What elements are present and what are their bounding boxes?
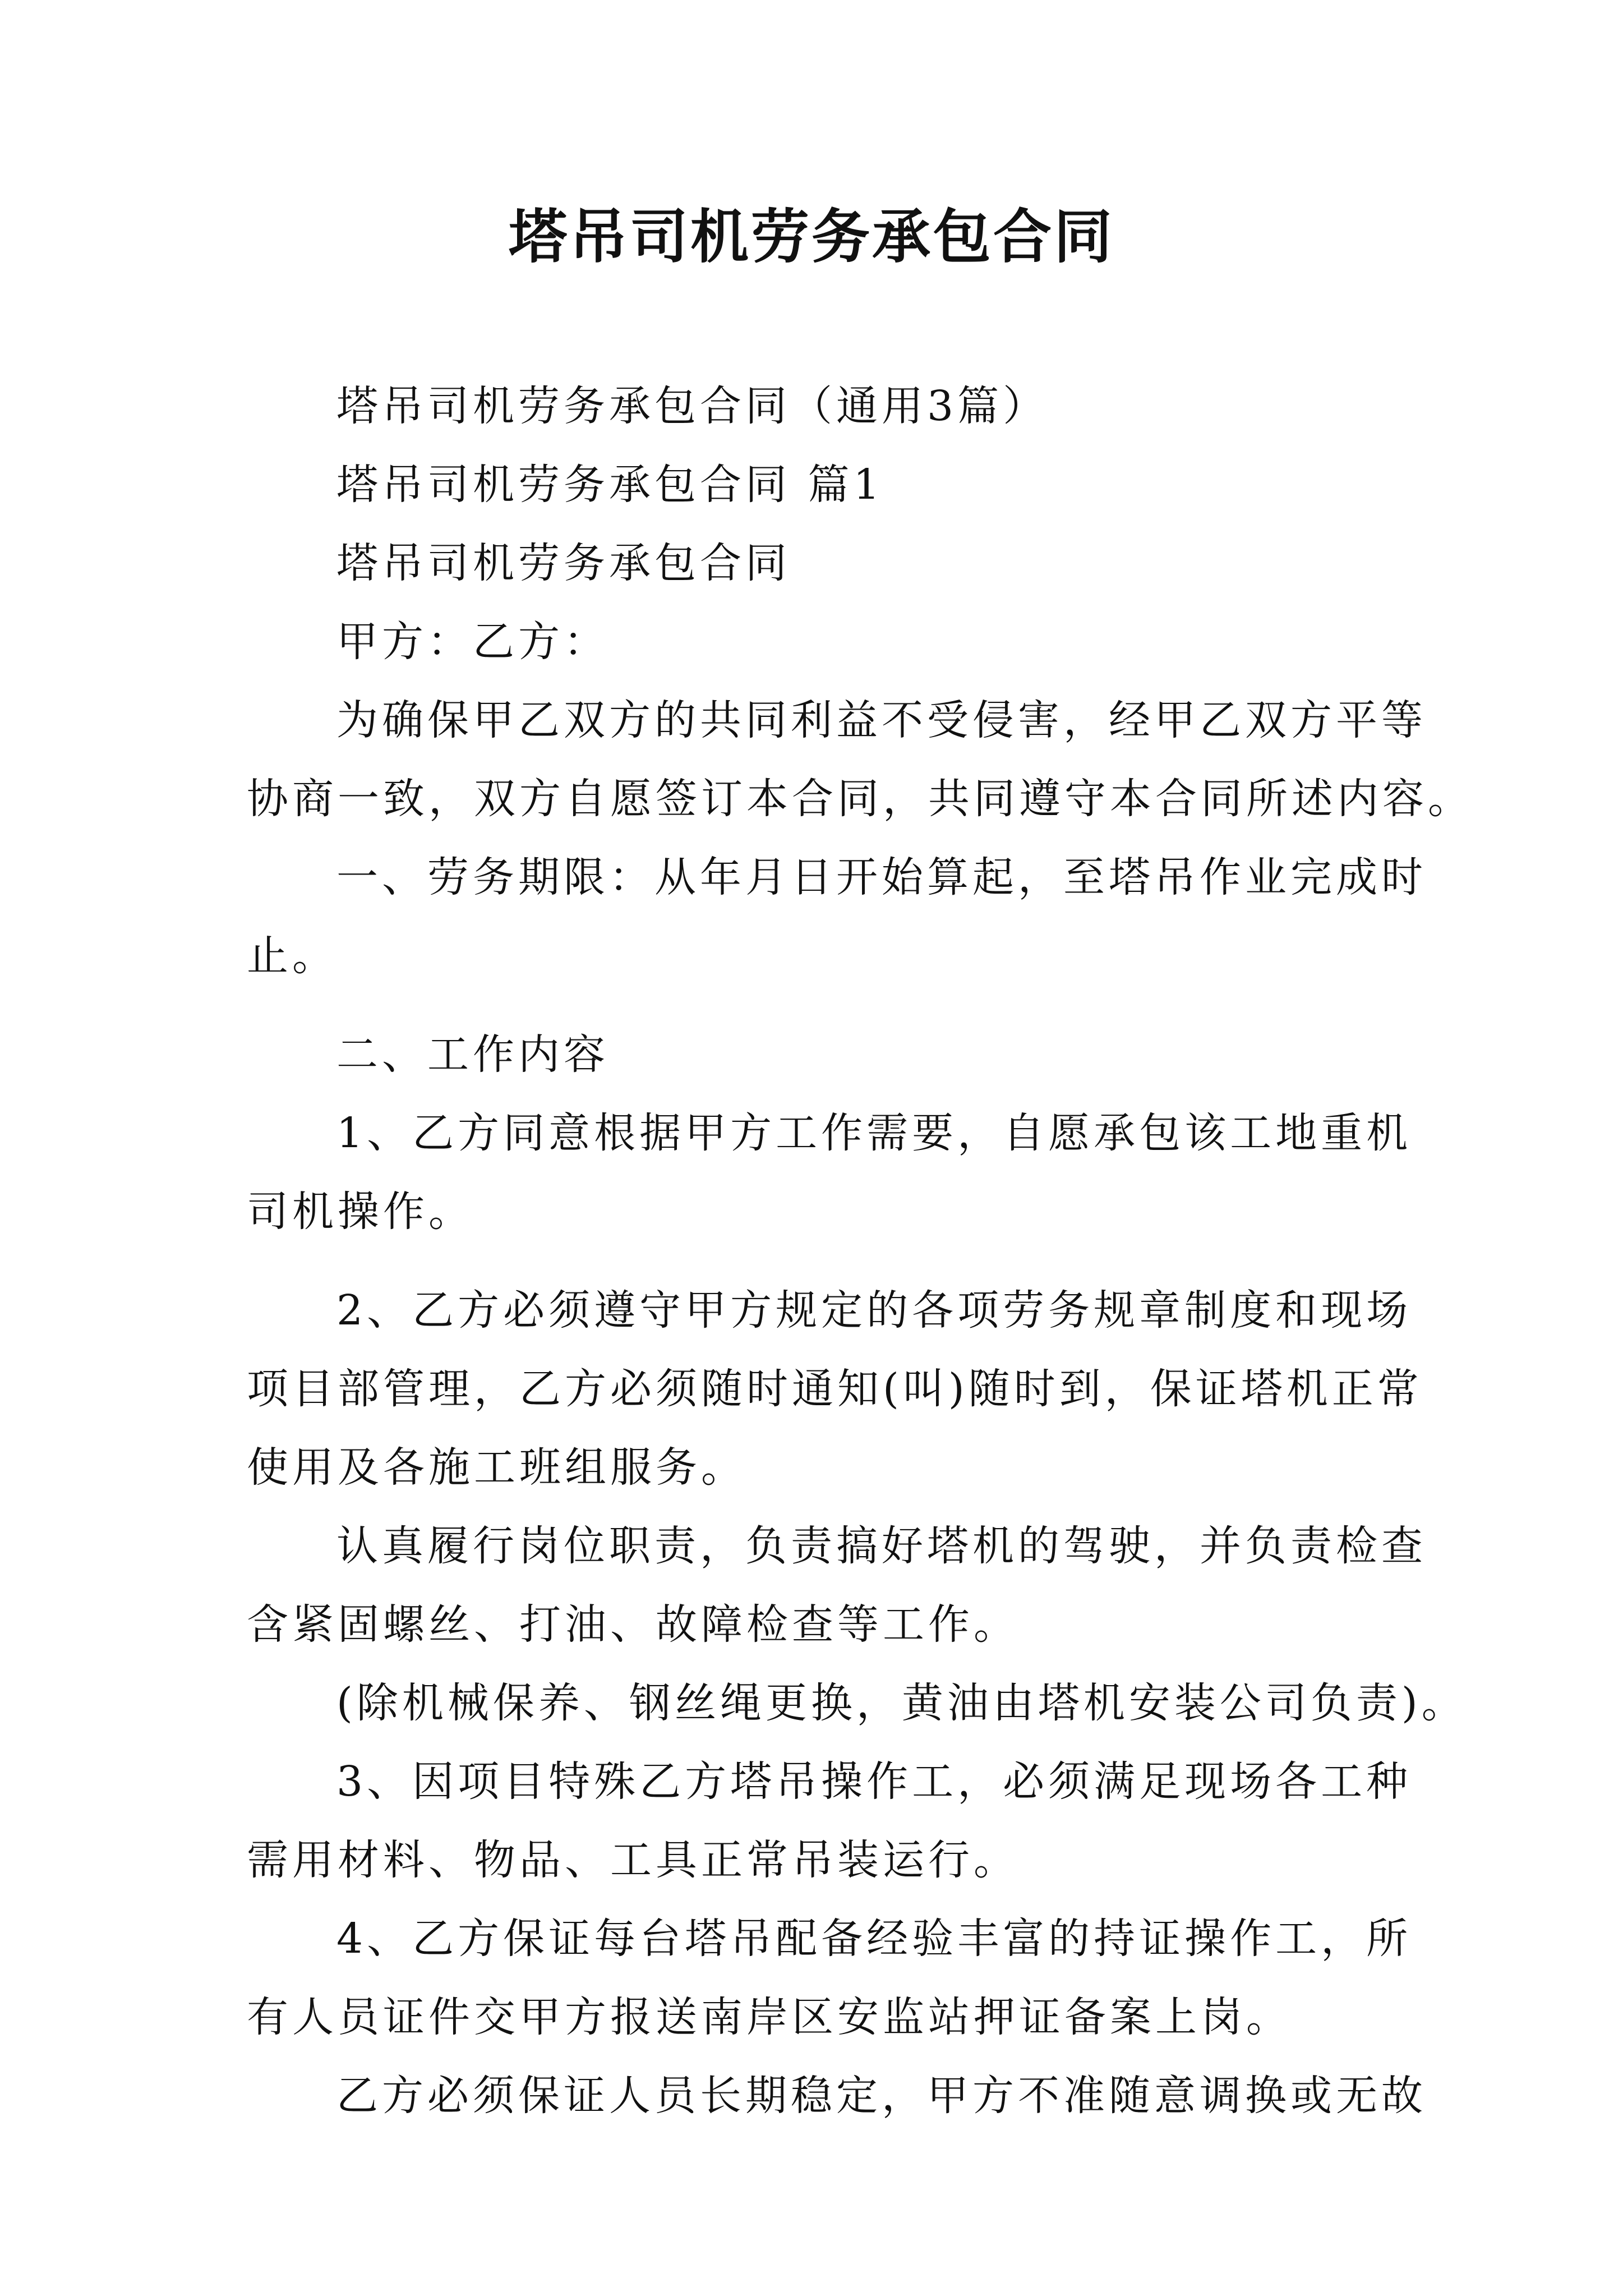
subtitle-line: 塔吊司机劳务承包合同（通用3篇）	[336, 382, 1049, 430]
paragraph-line: 有人员证件交甲方报送南岸区安监站押证备案上岗。	[247, 1993, 1292, 2041]
paragraph-line: 协商一致，双方自愿签订本合同，共同遵守本合同所述内容。	[247, 775, 1473, 823]
paragraph-line: 4、乙方保证每台塔吊配备经验丰富的持证操作工，所	[336, 1915, 1412, 1963]
section-heading: 塔吊司机劳务承包合同 篇1	[336, 461, 884, 509]
paragraph-line: 1、乙方同意根据甲方工作需要，自愿承包该工地重机	[336, 1109, 1412, 1157]
paragraph-line: 止。	[247, 932, 338, 980]
paragraph-line: (除机械保养、钢丝绳更换，黄油由塔机安装公司负责)。	[336, 1679, 1467, 1727]
paragraph-line: 3、因项目特殊乙方塔吊操作工，必须满足现场各工种	[336, 1757, 1412, 1806]
section-heading: 二、工作内容	[336, 1030, 609, 1079]
paragraph-line: 需用材料、物品、工具正常吊装运行。	[247, 1836, 1019, 1884]
paragraph-gap	[247, 995, 1458, 1015]
paragraph-gap	[247, 1251, 1458, 1271]
paragraph-line: 司机操作。	[247, 1188, 474, 1236]
contract-heading: 塔吊司机劳务承包合同	[336, 539, 791, 587]
paragraph-line: 项目部管理，乙方必须随时通知(叫)随时到，保证塔机正常	[247, 1365, 1423, 1413]
paragraph-line: 含紧固螺丝、打油、故障检查等工作。	[247, 1600, 1019, 1649]
paragraph-line: 乙方必须保证人员长期稳定，甲方不准随意调换或无故	[336, 2072, 1427, 2120]
paragraph-line: 认真履行岗位职责，负责搞好塔机的驾驶，并负责检查	[336, 1522, 1427, 1570]
document-body	[247, 367, 1473, 2135]
paragraph-line: 一、劳务期限：从年月日开始算起，至塔吊作业完成时	[336, 853, 1427, 901]
paragraph-line: 为确保甲乙双方的共同利益不受侵害，经甲乙双方平等	[336, 696, 1427, 744]
paragraph-line: 使用及各施工班组服务。	[247, 1443, 746, 1492]
parties-line: 甲方：乙方：	[336, 618, 609, 666]
document-title: 塔吊司机劳务承包合同	[508, 202, 1114, 271]
paragraph-line: 2、乙方必须遵守甲方规定的各项劳务规章制度和现场	[336, 1286, 1412, 1335]
